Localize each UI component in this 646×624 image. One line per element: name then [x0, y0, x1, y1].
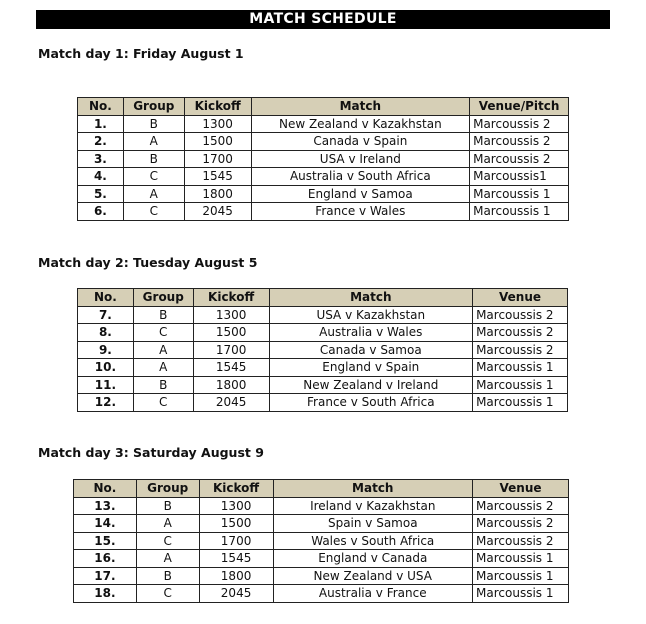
group: A [123, 185, 184, 203]
kickoff: 2045 [184, 203, 251, 221]
venue: Marcoussis 2 [470, 115, 569, 133]
kickoff: 1300 [184, 115, 251, 133]
venue: Marcoussis 1 [473, 394, 568, 412]
group: A [133, 341, 193, 359]
group: B [123, 150, 184, 168]
match-number: 18. [74, 585, 137, 603]
column-header: Kickoff [184, 98, 251, 116]
group: C [123, 203, 184, 221]
match-number: 5. [78, 185, 124, 203]
match: France v Wales [251, 203, 470, 221]
match: England v Canada [273, 550, 473, 568]
table-row [78, 376, 568, 394]
venue: Marcoussis 1 [473, 585, 569, 603]
group: B [133, 376, 193, 394]
day-1-table [77, 97, 569, 221]
venue: Marcoussis 2 [470, 133, 569, 151]
kickoff: 1545 [184, 168, 251, 186]
column-header: No. [74, 480, 137, 498]
day-1-heading: Match day 1: Friday August 1 [38, 46, 244, 61]
group: B [133, 306, 193, 324]
group: C [136, 585, 199, 603]
match: Ireland v Kazakhstan [273, 497, 473, 515]
kickoff: 1800 [184, 185, 251, 203]
group: C [136, 532, 199, 550]
column-header: Group [133, 289, 193, 307]
match-number: 15. [74, 532, 137, 550]
kickoff: 1545 [199, 550, 273, 568]
match-number: 10. [78, 359, 134, 377]
match-number: 12. [78, 394, 134, 412]
match-number: 9. [78, 341, 134, 359]
day-2-table [77, 288, 568, 412]
table-row [78, 168, 569, 186]
match: Canada v Spain [251, 133, 470, 151]
table-row [78, 341, 568, 359]
match-number: 16. [74, 550, 137, 568]
venue: Marcoussis 2 [470, 150, 569, 168]
column-header: Match [273, 480, 473, 498]
kickoff: 1545 [193, 359, 269, 377]
table-row [78, 115, 569, 133]
table-header [74, 480, 569, 498]
match-number: 6. [78, 203, 124, 221]
table-row [74, 585, 569, 603]
match: Spain v Samoa [273, 515, 473, 533]
match: Wales v South Africa [273, 532, 473, 550]
column-header: Match [251, 98, 470, 116]
venue: Marcoussis 2 [473, 306, 568, 324]
group: C [133, 394, 193, 412]
kickoff: 1700 [199, 532, 273, 550]
group: C [123, 168, 184, 186]
column-header: Venue [473, 480, 569, 498]
venue: Marcoussis 1 [473, 359, 568, 377]
match-number: 11. [78, 376, 134, 394]
match-number: 14. [74, 515, 137, 533]
kickoff: 1500 [193, 324, 269, 342]
table-row [74, 550, 569, 568]
column-header: Match [269, 289, 473, 307]
kickoff: 1500 [184, 133, 251, 151]
group: A [123, 133, 184, 151]
group: B [136, 567, 199, 585]
table-row [78, 203, 569, 221]
kickoff: 1700 [193, 341, 269, 359]
match: Canada v Samoa [269, 341, 473, 359]
match-number: 3. [78, 150, 124, 168]
column-header: Kickoff [199, 480, 273, 498]
group: B [123, 115, 184, 133]
match: France v South Africa [269, 394, 473, 412]
match-number: 13. [74, 497, 137, 515]
table-row [78, 359, 568, 377]
venue: Marcoussis 1 [470, 203, 569, 221]
group: C [133, 324, 193, 342]
column-header: Group [136, 480, 199, 498]
venue: Marcoussis 1 [473, 376, 568, 394]
match: Australia v Wales [269, 324, 473, 342]
kickoff: 1800 [199, 567, 273, 585]
venue: Marcoussis 2 [473, 341, 568, 359]
match: USA v Kazakhstan [269, 306, 473, 324]
venue: Marcoussis 2 [473, 324, 568, 342]
match-number: 8. [78, 324, 134, 342]
group: A [136, 515, 199, 533]
group: A [136, 550, 199, 568]
table-row [78, 185, 569, 203]
group: B [136, 497, 199, 515]
column-header: Kickoff [193, 289, 269, 307]
group: A [133, 359, 193, 377]
day-3-table [73, 479, 569, 603]
venue: Marcoussis 2 [473, 497, 569, 515]
match-number: 2. [78, 133, 124, 151]
table-row [74, 515, 569, 533]
match: New Zealand v USA [273, 567, 473, 585]
table-header [78, 289, 568, 307]
column-header: Group [123, 98, 184, 116]
match: England v Samoa [251, 185, 470, 203]
match-number: 7. [78, 306, 134, 324]
table-row [78, 306, 568, 324]
table-row [78, 150, 569, 168]
venue: Marcoussis1 [470, 168, 569, 186]
kickoff: 1700 [184, 150, 251, 168]
table-header [78, 98, 569, 116]
table-row [78, 324, 568, 342]
table-row [78, 394, 568, 412]
kickoff: 2045 [199, 585, 273, 603]
venue: Marcoussis 1 [473, 550, 569, 568]
match: USA v Ireland [251, 150, 470, 168]
venue: Marcoussis 1 [470, 185, 569, 203]
match-number: 1. [78, 115, 124, 133]
column-header: Venue/Pitch [470, 98, 569, 116]
day-2-heading: Match day 2: Tuesday August 5 [38, 255, 258, 270]
match-number: 17. [74, 567, 137, 585]
column-header: Venue [473, 289, 568, 307]
match: New Zealand v Kazakhstan [251, 115, 470, 133]
match: New Zealand v Ireland [269, 376, 473, 394]
table-row [78, 133, 569, 151]
column-header: No. [78, 98, 124, 116]
table-row [74, 497, 569, 515]
match: England v Spain [269, 359, 473, 377]
kickoff: 1300 [193, 306, 269, 324]
venue: Marcoussis 1 [473, 567, 569, 585]
match: Australia v South Africa [251, 168, 470, 186]
kickoff: 1800 [193, 376, 269, 394]
venue: Marcoussis 2 [473, 532, 569, 550]
table-row [74, 567, 569, 585]
match-number: 4. [78, 168, 124, 186]
kickoff: 2045 [193, 394, 269, 412]
kickoff: 1500 [199, 515, 273, 533]
page-title: MATCH SCHEDULE [36, 10, 610, 29]
kickoff: 1300 [199, 497, 273, 515]
table-row [74, 532, 569, 550]
day-3-heading: Match day 3: Saturday August 9 [38, 445, 264, 460]
column-header: No. [78, 289, 134, 307]
venue: Marcoussis 2 [473, 515, 569, 533]
match: Australia v France [273, 585, 473, 603]
